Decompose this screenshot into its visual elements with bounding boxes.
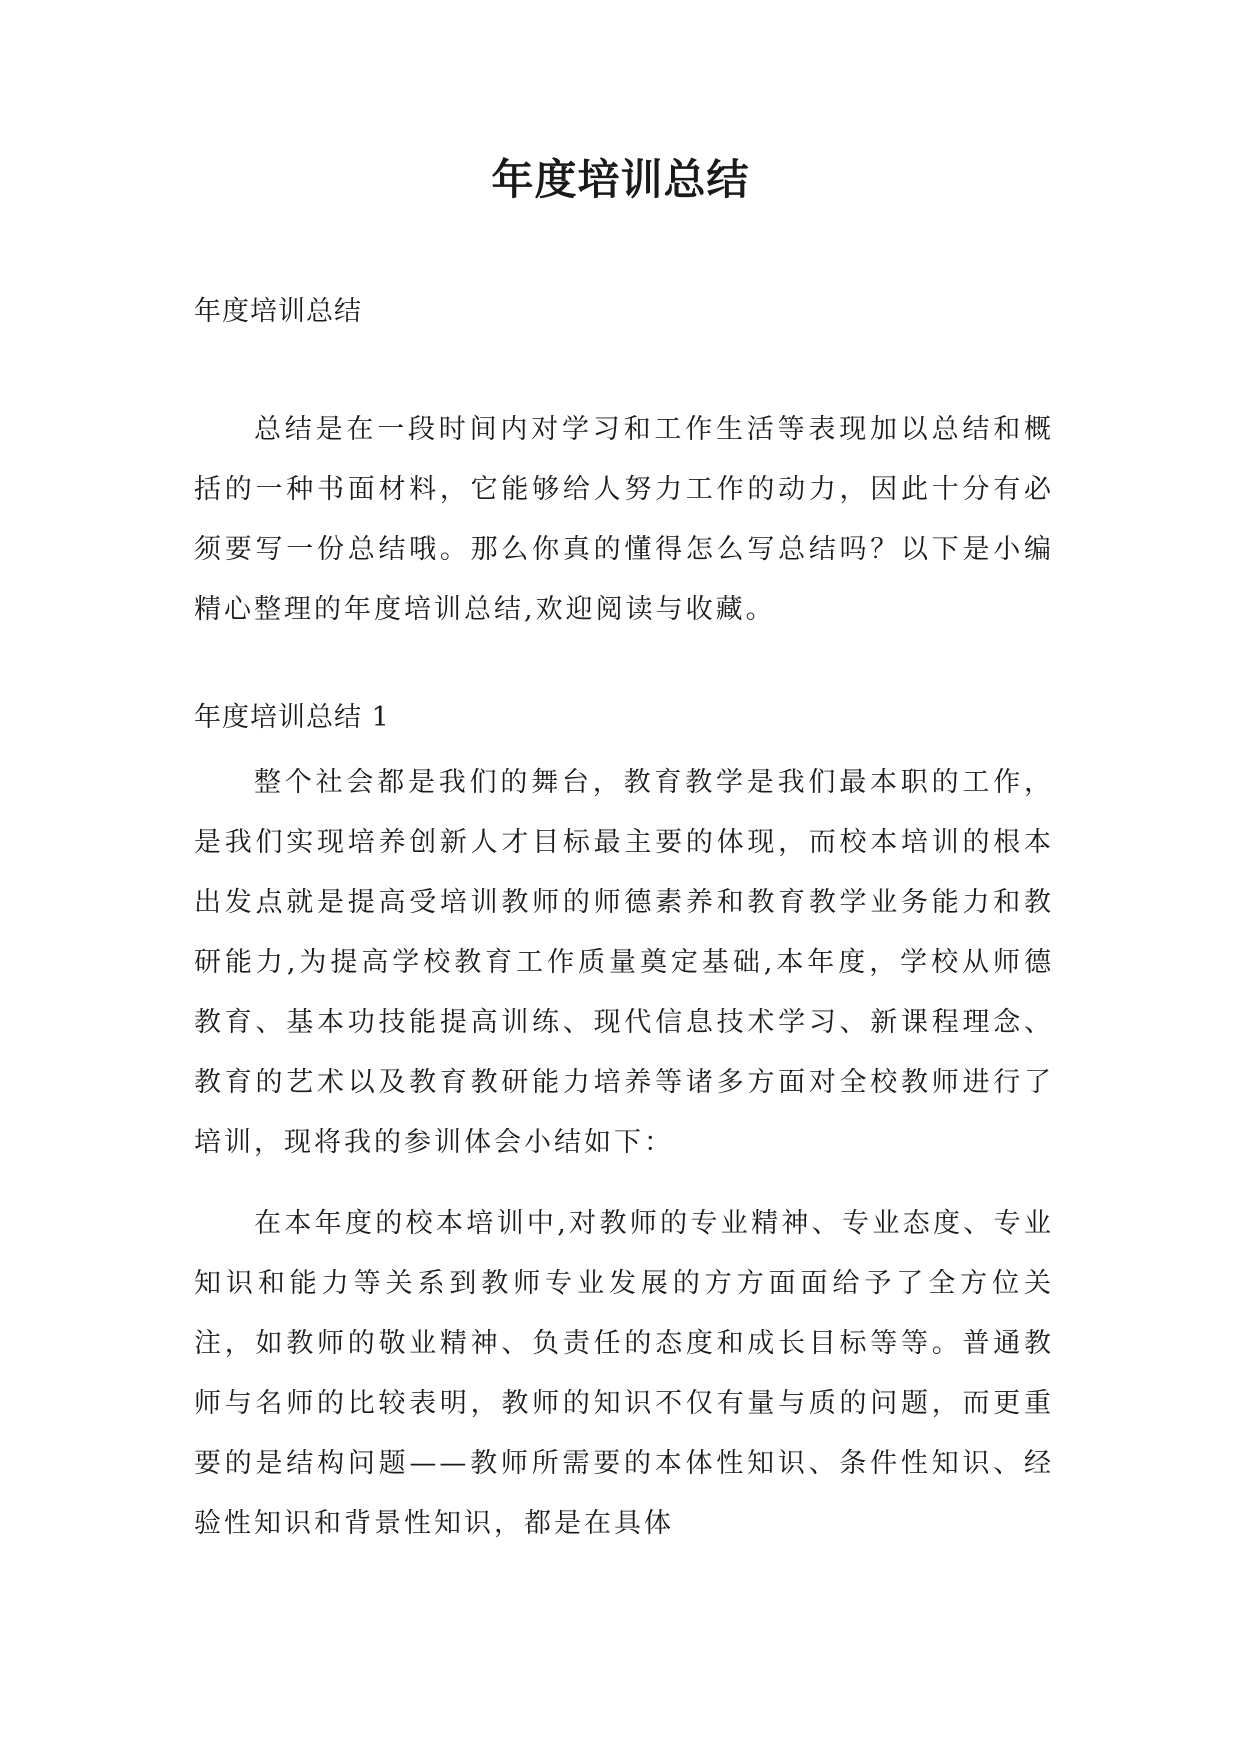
page-title: 年度培训总结 [491, 155, 750, 204]
body-paragraph: 在本年度的校本培训中,对教师的专业精神、专业态度、专业知识和能力等关系到教师专业发展的方方面面给予了全方位关注，如教师的敬业精神、负责任的态度和成长目标等等。普通教师与名师的比较表明，教师的知识不仅有量与质的问题，而更重要的是结构问题——教师所需要的本体性知识、条件性知识、经验性知识和背景性知识，都是在具体 [194, 1208, 1054, 1539]
body-paragraph: 整个社会都是我们的舞台，教育教学是我们最本职的工作，是我们实现培养创新人才目标最主要的体现，而校本培训的根本出发点就是提高受培训教师的师德素养和教育教学业务能力和教研能力,为提高学校教育工作质量奠定基础,本年度，学校从师德教育、基本功技能提高训练、现代信息技术学习、新课程理念、教育的艺术以及教育教研能力培养等诸多方面对全校教师进行了培训，现将我的参训体会小结如下： [194, 767, 1054, 1158]
section-heading: 年度培训总结 1 [194, 702, 390, 733]
document-subtitle: 年度培训总结 [194, 296, 362, 327]
intro-paragraph: 总结是在一段时间内对学习和工作生活等表现加以总结和概括的一种书面材料，它能够给人努力工作的动力，因此十分有必须要写一份总结哦。那么你真的懂得怎么写总结吗？以下是小编精心整理的年度培训总结,欢迎阅读与收藏。 [194, 414, 1054, 625]
